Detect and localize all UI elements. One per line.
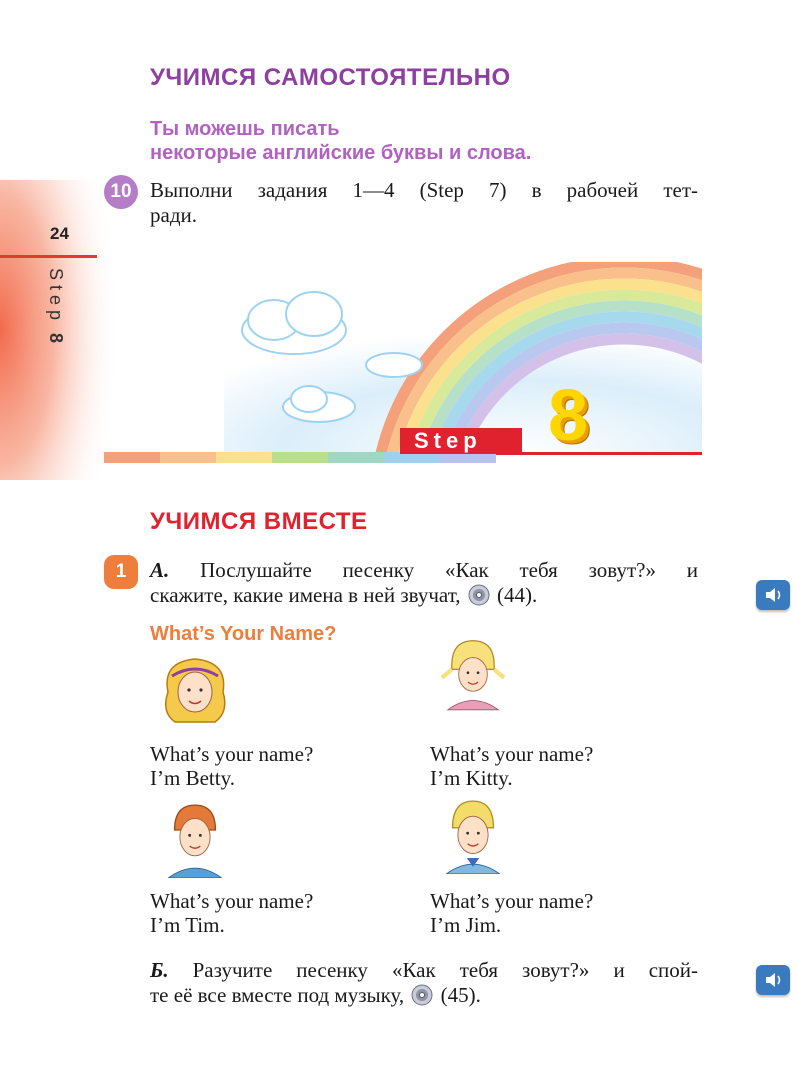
speaker-icon — [756, 580, 790, 610]
verse-question: What’s your name? — [430, 742, 594, 766]
task10-line2: ради. — [150, 203, 197, 227]
task1b-track: (45). — [440, 983, 481, 1007]
audio-play-button-44[interactable] — [756, 580, 790, 610]
verse-tim — [150, 889, 313, 937]
task1a-label: А. — [150, 558, 170, 582]
task1a-line1: Послушайте песенку «Как тебя зовут?» и — [200, 558, 699, 582]
section-title-self-study: УЧИМСЯ САМОСТОЯТЕЛЬНО — [150, 64, 511, 91]
cd-icon — [468, 584, 490, 606]
task1b-line1: Разучите песенку «Как тебя зовут?» и спой- — [192, 958, 699, 982]
section-subtitle-line1: Ты можешь писать — [150, 118, 340, 140]
verse-answer: I’m Tim. — [150, 913, 225, 937]
task-number-badge: 10 — [104, 175, 138, 209]
speaker-icon — [756, 965, 790, 995]
task1b-text — [150, 958, 698, 1008]
step-banner-label: Step — [400, 428, 522, 454]
verse-betty — [150, 742, 313, 790]
step-side-number: 8 — [46, 333, 66, 344]
task1a-track: (44). — [497, 583, 538, 607]
jim-illustration — [428, 794, 518, 874]
margin-divider — [0, 255, 97, 258]
verse-question: What’s your name? — [430, 889, 594, 913]
task10-text — [150, 178, 698, 228]
verse-kitty — [430, 742, 593, 790]
betty-illustration — [150, 652, 240, 732]
verse-question: What’s your name? — [150, 742, 314, 766]
task1a-line2: скажите, какие имена в ней звучат, — [150, 583, 461, 607]
step-side-word: Step — [46, 268, 66, 326]
verse-answer: I’m Betty. — [150, 766, 235, 790]
verse-answer: I’m Kitty. — [430, 766, 513, 790]
tim-illustration — [150, 798, 240, 878]
step-banner-number: 8 — [548, 376, 589, 456]
step-side-label — [38, 268, 68, 398]
verse-answer: I’m Jim. — [430, 913, 502, 937]
song-title: What’s Your Name? — [150, 623, 337, 645]
task-number-badge: 1 — [104, 555, 138, 589]
verse-jim — [430, 889, 593, 937]
task1b-line2: те её все вместе под музыку, — [150, 983, 405, 1007]
verse-question: What’s your name? — [150, 889, 314, 913]
section-subtitle-line2: некоторые английские буквы и слова. — [150, 142, 532, 164]
kitty-illustration — [428, 634, 518, 714]
cd-icon — [411, 984, 433, 1006]
task1b-label: Б. — [150, 958, 169, 982]
page-number: 24 — [50, 224, 69, 243]
task1a-text — [150, 558, 698, 608]
audio-play-button-45[interactable] — [756, 965, 790, 995]
section-title-together: УЧИМСЯ ВМЕСТЕ — [150, 508, 368, 535]
task10-line1: Выполни задания 1—4 (Step 7) в рабочей тет- — [150, 178, 698, 202]
